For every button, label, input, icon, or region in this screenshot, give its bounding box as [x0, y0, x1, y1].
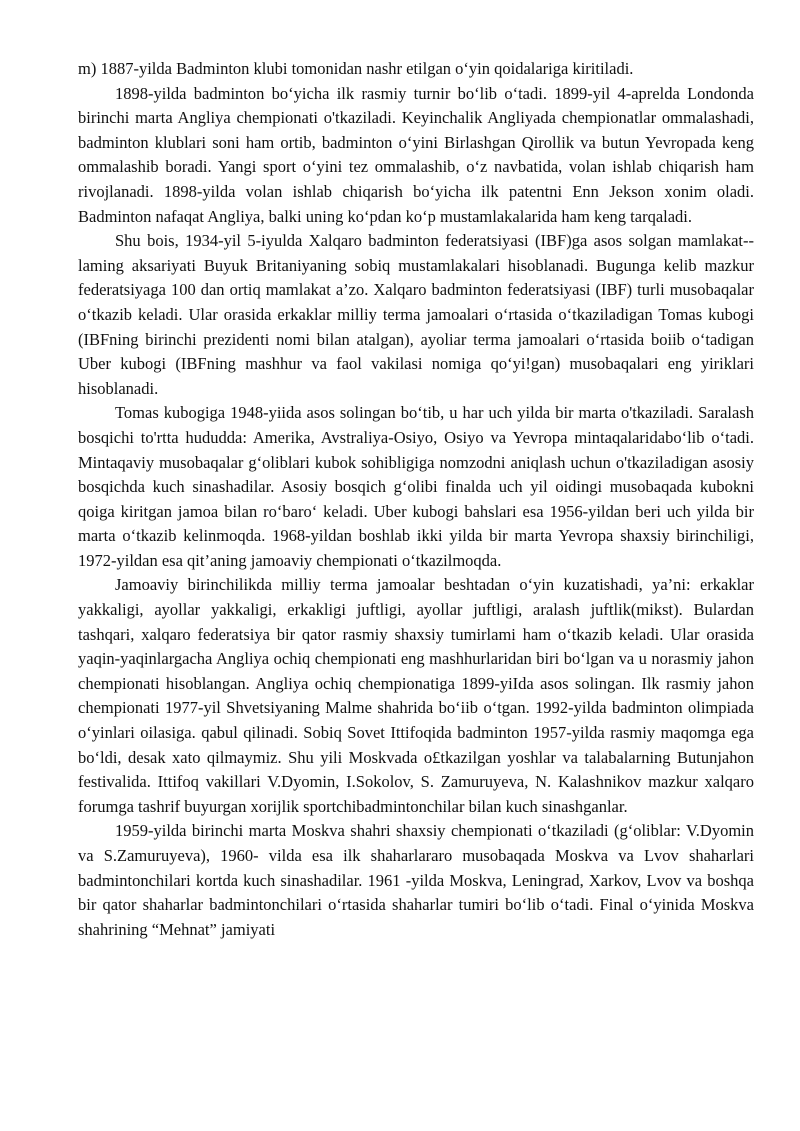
paragraph-moscow-championship: 1959-yilda birinchi marta Moskva shahri shaxsiy chempionati o‘tkaziladi (g‘oliblar: V.Dyomin va S.Zamuruyeva), 1960- vilda esa ilk shaharlararo musobaqada Moskva va Lvov shaharlari badmintonchilari kortda kuch sinashadilar. 1961 -yilda Moskva, Leningrad, Xarkov, Lvov va boshqa bir qator shaharlar badmintonchilari o‘rtasida shaharlar tumiri bo‘lib o‘tadi. Final o‘yinida Moskva shahrining “Mehnat” jamiyati — [78, 821, 754, 939]
paragraph-ibf-founding: Shu bois, 1934-yil 5-iyulda Xalqaro badminton federatsiyasi (IBF)ga asos solgan mamlakat-- laming aksariyati Buyuk Britaniyaning sobiq mustamlakalari hisoblanadi. Bugunga kelib mazkur federatsiyaga 100 dan ortiq mamlakat a’zo. Xalqaro badminton federatsiyasi (IBF) turli musobaqalar o‘tkazib keladi. Ular orasida erkaklar milliy terma jamoalari o‘rtasida o‘tkaziladigan Tomas kubogi (IBFning birinchi prezidenti nomi bilan atalgan), ayoliar terma jamoalari o‘rtasida boiib o‘tadigan Uber kubogi (IBFning mashhur va faol vakilasi nomiga qo‘yi!gan) musobaqalari eng yiriklari hisoblanadi. — [78, 231, 754, 398]
paragraph-first-tournaments: 1898-yilda badminton bo‘yicha ilk rasmiy turnir bo‘lib o‘tadi. 1899-yil 4-aprelda Londonda birinchi marta Angliya chempionati o'tkaziladi. Keyinchalik Angliyada chempionatlar ommalashadi, badminton klublari soni ham ortib, badminton o‘yini Birlashgan Qirollik va butun Yevropada keng ommalashib boradi. Yangi sport o‘yini tez ommalashib, o‘z navbatida, volan ishlab chiqarish ham rivojlanadi. 1898-yilda volan ishlab chiqarish bo‘yicha ilk patentni Enn Jekson xonim oladi. Badminton nafaqat Angliya, balki uning ko‘pdan ko‘p mustamlakalarida ham keng tarqaladi. — [78, 83, 754, 226]
paragraph-team-championships: Jamoaviy birinchilikda milliy terma jamoalar beshtadan o‘yin kuzatishadi, ya’ni: erkaklar yakkaligi, ayollar yakkaligi, erkakligi juftligi, ayollar juftligi, aralash juftlik(mikst). Bulardan tashqari, xalqaro federatsiya bir qator rasmiy shaxsiy tumirlami ham o‘tkazib keladi. Ular orasida yaqin-yaqinlargacha Angliya ochiq chempionati eng mashhurlaridan biri bo‘lgan va u norasmiy jahon chempionati hisoblangan. Angliya ochiq chempionatiga 1899-yiIda asos solingan. Ilk rasmiy jahon chempionati 1977-yil Shvetsiyaning Malme shahrida bo‘iib o‘tgan. 1992-yilda badminton olimpiada o‘yinlari oilasiga. qabul qilinadi. Sobiq Sovet Ittifoqida badminton 1957-yilda rasmiy maqomga ega bo‘ldi, desak xato qilmaymiz. Shu yili Moskvada o£tkazilgan yoshlar va talabalarning Butunjahon festivalida. Ittifoq vakillari V.Dyomin, I.Sokolov, S. Zamuruyeva, N. Kalashnikov mazkur xalqaro forumga tashrif buyurgan xorijlik sportchibadmintonchilar bilan kuch sinashganlar. — [78, 575, 754, 816]
paragraph-continuation: m) 1887-yilda Badminton klubi tomonidan nashr etilgan o‘yin qoidalariga kiritiladi. — [78, 59, 634, 78]
document-page — [78, 57, 754, 942]
paragraph-thomas-cup: Tomas kubogiga 1948-yiida asos solingan bo‘tib, u har uch yilda bir marta o'tkaziladi. Saralash bosqichi to'rtta hududda: Amerika, Avstraliya-Osiyo, Osiyo va Yevropa mintaqalaridabo‘lib o‘tadi. Mintaqaviy musobaqalar g‘oliblari kubok sohibligiga nomzodni aniqlash uchun o'tkaziladigan asosiy bosqichda kuch sinashadilar. Asosiy bosqich g‘olibi finalda uch yil oidingi musobaqada kubokni qoiga kiritgan jamoa bilan ro‘baro‘ keladi. Uber kubogi bahslari esa 1956-yildan beri uch yilda bir marta o‘tkazib kelinmoqda. 1968-yildan boshlab ikki yilda bir marta Yevropa shaxsiy birinchiligi, 1972-yildan esa qit’aning jamoaviy chempionati o‘tkazilmoqda. — [78, 403, 754, 570]
